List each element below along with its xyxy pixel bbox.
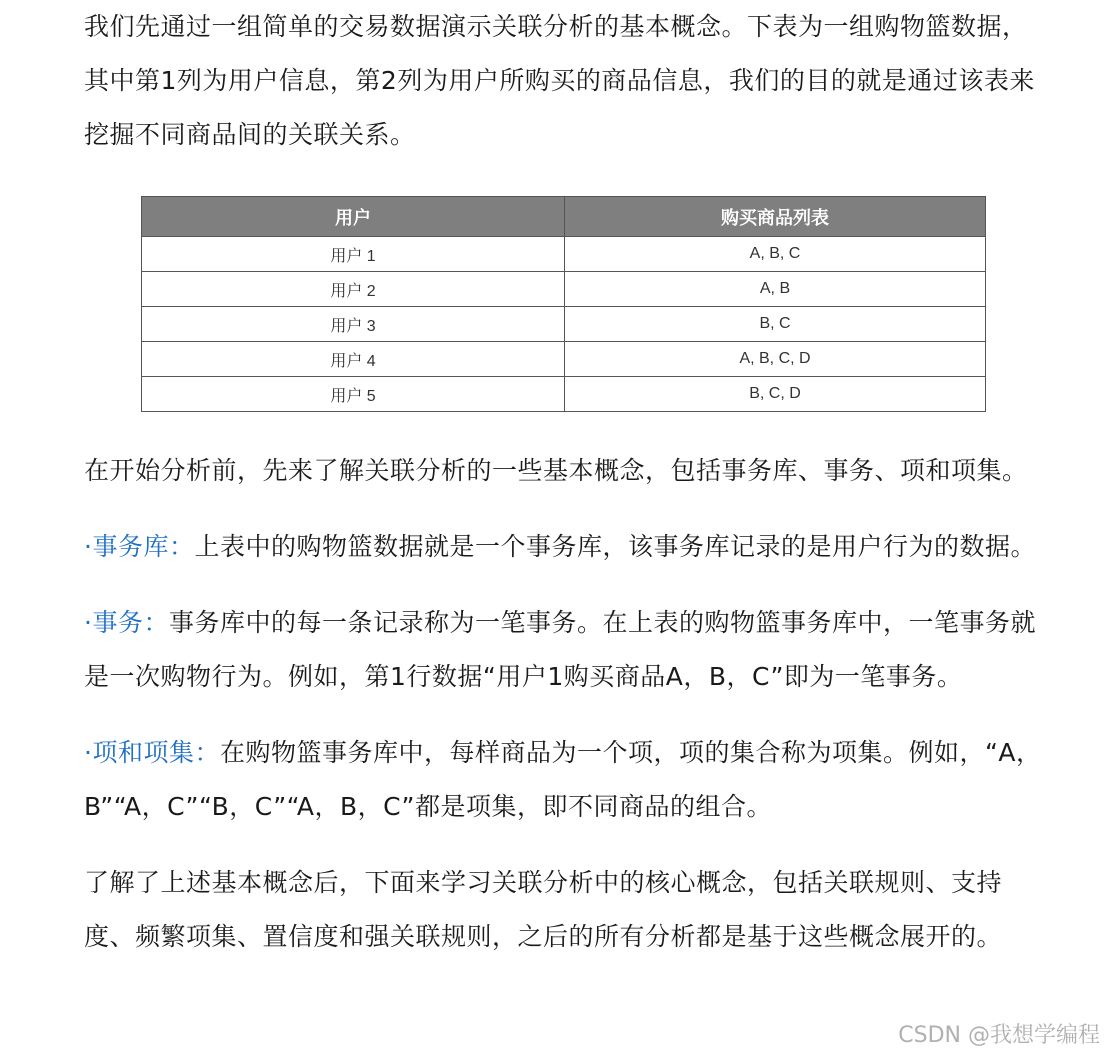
cell-user: 用户 3 (142, 307, 565, 342)
definition-term: ·项和项集： (84, 738, 220, 767)
article-body (84, 0, 1044, 964)
definition-text: 事务库中的每一条记录称为一笔事务。在上表的购物篮事务库中，一笔事务就是一次购物行为。例如，第1行数据“用户1购买商品A，B，C”即为一笔事务。 (84, 608, 1036, 691)
cell-items: B, C, D (565, 377, 986, 412)
header-items: 购买商品列表 (565, 197, 986, 237)
watermark: CSDN @我想学编程 (898, 1023, 1100, 1048)
definition-itemset (84, 726, 1044, 834)
basket-table-figure (141, 196, 986, 412)
definition-transaction-db (84, 520, 1044, 574)
definition-text: 在购物篮事务库中，每样商品为一个项，项的集合称为项集。例如，“A，B”“A，C”“B，C”“A，B，C”都是项集，即不同商品的组合。 (84, 738, 1042, 821)
cell-items: A, B (565, 272, 986, 307)
definition-text: 上表中的购物篮数据就是一个事务库，该事务库记录的是用户行为的数据。 (194, 532, 1036, 561)
table-row (142, 307, 986, 342)
table-row (142, 272, 986, 307)
basket-table (141, 196, 986, 412)
closing-paragraph: 了解了上述基本概念后，下面来学习关联分析中的核心概念，包括关联规则、支持度、频繁项集、置信度和强关联规则，之后的所有分析都是基于这些概念展开的。 (84, 868, 1003, 951)
definition-term: ·事务库： (84, 532, 195, 561)
table-row (142, 377, 986, 412)
table-row (142, 237, 986, 272)
cell-user: 用户 1 (142, 237, 565, 272)
definition-transaction (84, 596, 1044, 704)
table-header-row (142, 197, 986, 237)
cell-user: 用户 2 (142, 272, 565, 307)
cell-items: A, B, C (565, 237, 986, 272)
intro-paragraph: 我们先通过一组简单的交易数据演示关联分析的基本概念。下表为一组购物篮数据，其中第1列为用户信息，第2列为用户所购买的商品信息，我们的目的就是通过该表来挖掘不同商品间的关联关系。 (84, 12, 1035, 149)
concepts-intro-paragraph: 在开始分析前，先来了解关联分析的一些基本概念，包括事务库、事务、项和项集。 (84, 456, 1028, 485)
definition-term: ·事务： (84, 608, 169, 637)
cell-items: B, C (565, 307, 986, 342)
cell-user: 用户 5 (142, 377, 565, 412)
cell-items: A, B, C, D (565, 342, 986, 377)
table-row (142, 342, 986, 377)
header-user: 用户 (142, 197, 565, 237)
cell-user: 用户 4 (142, 342, 565, 377)
